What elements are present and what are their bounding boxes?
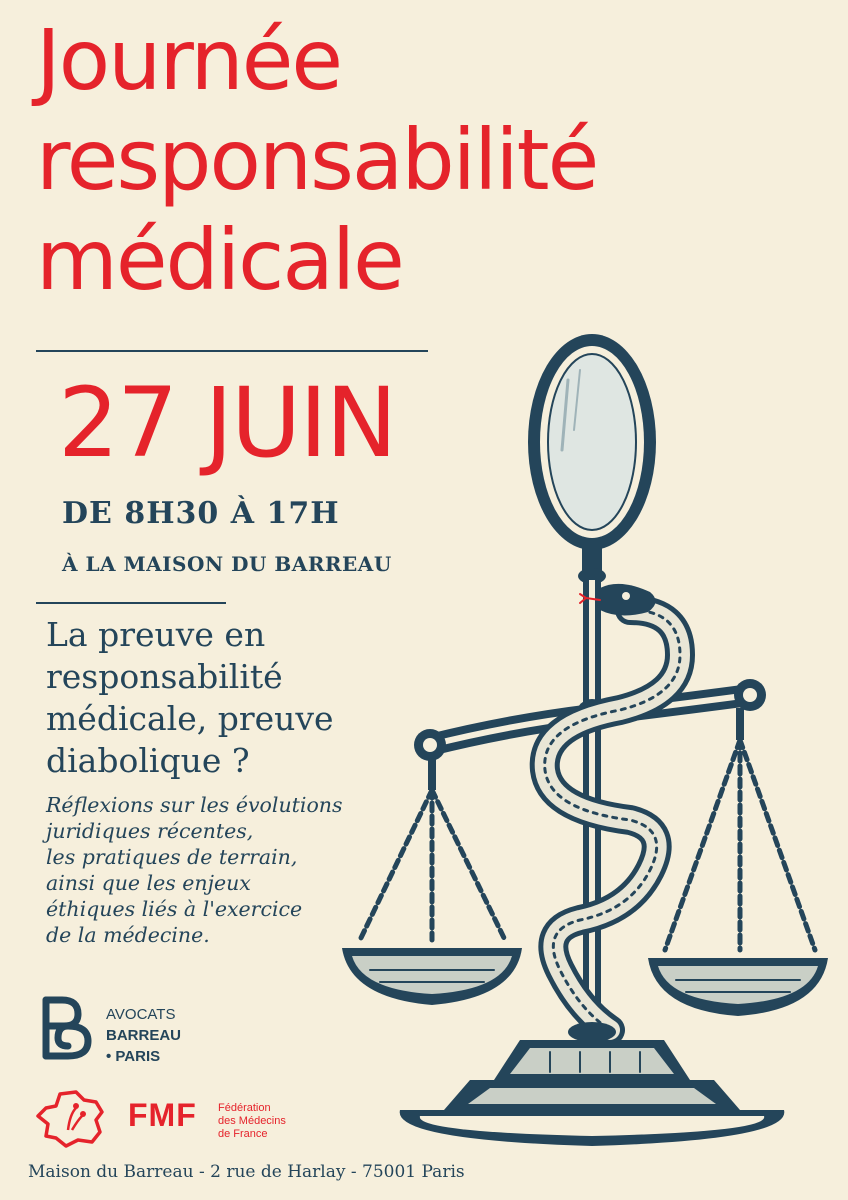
- theme-line-3: médicale, preuve: [46, 699, 334, 738]
- title-line-1: Journée: [36, 11, 342, 109]
- barreau-b-logo-icon: [38, 996, 98, 1060]
- poster-title: [36, 10, 597, 310]
- theme-line-1: La preuve en: [46, 615, 266, 654]
- event-address: Maison du Barreau - 2 rue de Harlay - 75001 Paris: [28, 1162, 465, 1182]
- title-line-2: responsabilité: [36, 111, 598, 209]
- description-line: Réflexions sur les évolutions: [46, 793, 343, 817]
- description-line: les pratiques de terrain,: [46, 845, 298, 869]
- event-venue: À LA MAISON DU BARREAU: [62, 552, 392, 576]
- fmf-line-2: des Médecins: [218, 1115, 286, 1127]
- description-line: éthiques liés à l'exercice: [46, 897, 303, 921]
- fmf-abbreviation: FMF: [128, 1097, 197, 1133]
- divider-middle: [36, 602, 226, 604]
- title-line-3: médicale: [36, 211, 403, 309]
- fmf-full-name: [218, 1102, 286, 1141]
- barreau-name: BARREAU: [106, 1027, 181, 1044]
- fmf-line-3: de France: [218, 1128, 268, 1140]
- theme-line-4-word: diabolique: [46, 741, 222, 780]
- theme-line-4-mark: ?: [221, 741, 250, 780]
- fmf-line-1: Fédération: [218, 1102, 271, 1114]
- description-line: de la médecine.: [46, 923, 210, 947]
- barreau-logo-text: [106, 1004, 181, 1067]
- barreau-avocats: AVOCATS: [106, 1006, 176, 1023]
- fmf-france-map-icon: [32, 1090, 122, 1150]
- barreau-city: • PARIS: [106, 1048, 161, 1065]
- theme-line-2: responsabilité: [46, 657, 283, 696]
- description-line: ainsi que les enjeux: [46, 871, 251, 895]
- event-hours: DE 8H30 À 17H: [62, 496, 340, 531]
- scales-mirror-serpent-illustration: [330, 310, 830, 1150]
- description-line: juridiques récentes,: [46, 819, 254, 843]
- event-date: 27 JUIN: [58, 367, 396, 479]
